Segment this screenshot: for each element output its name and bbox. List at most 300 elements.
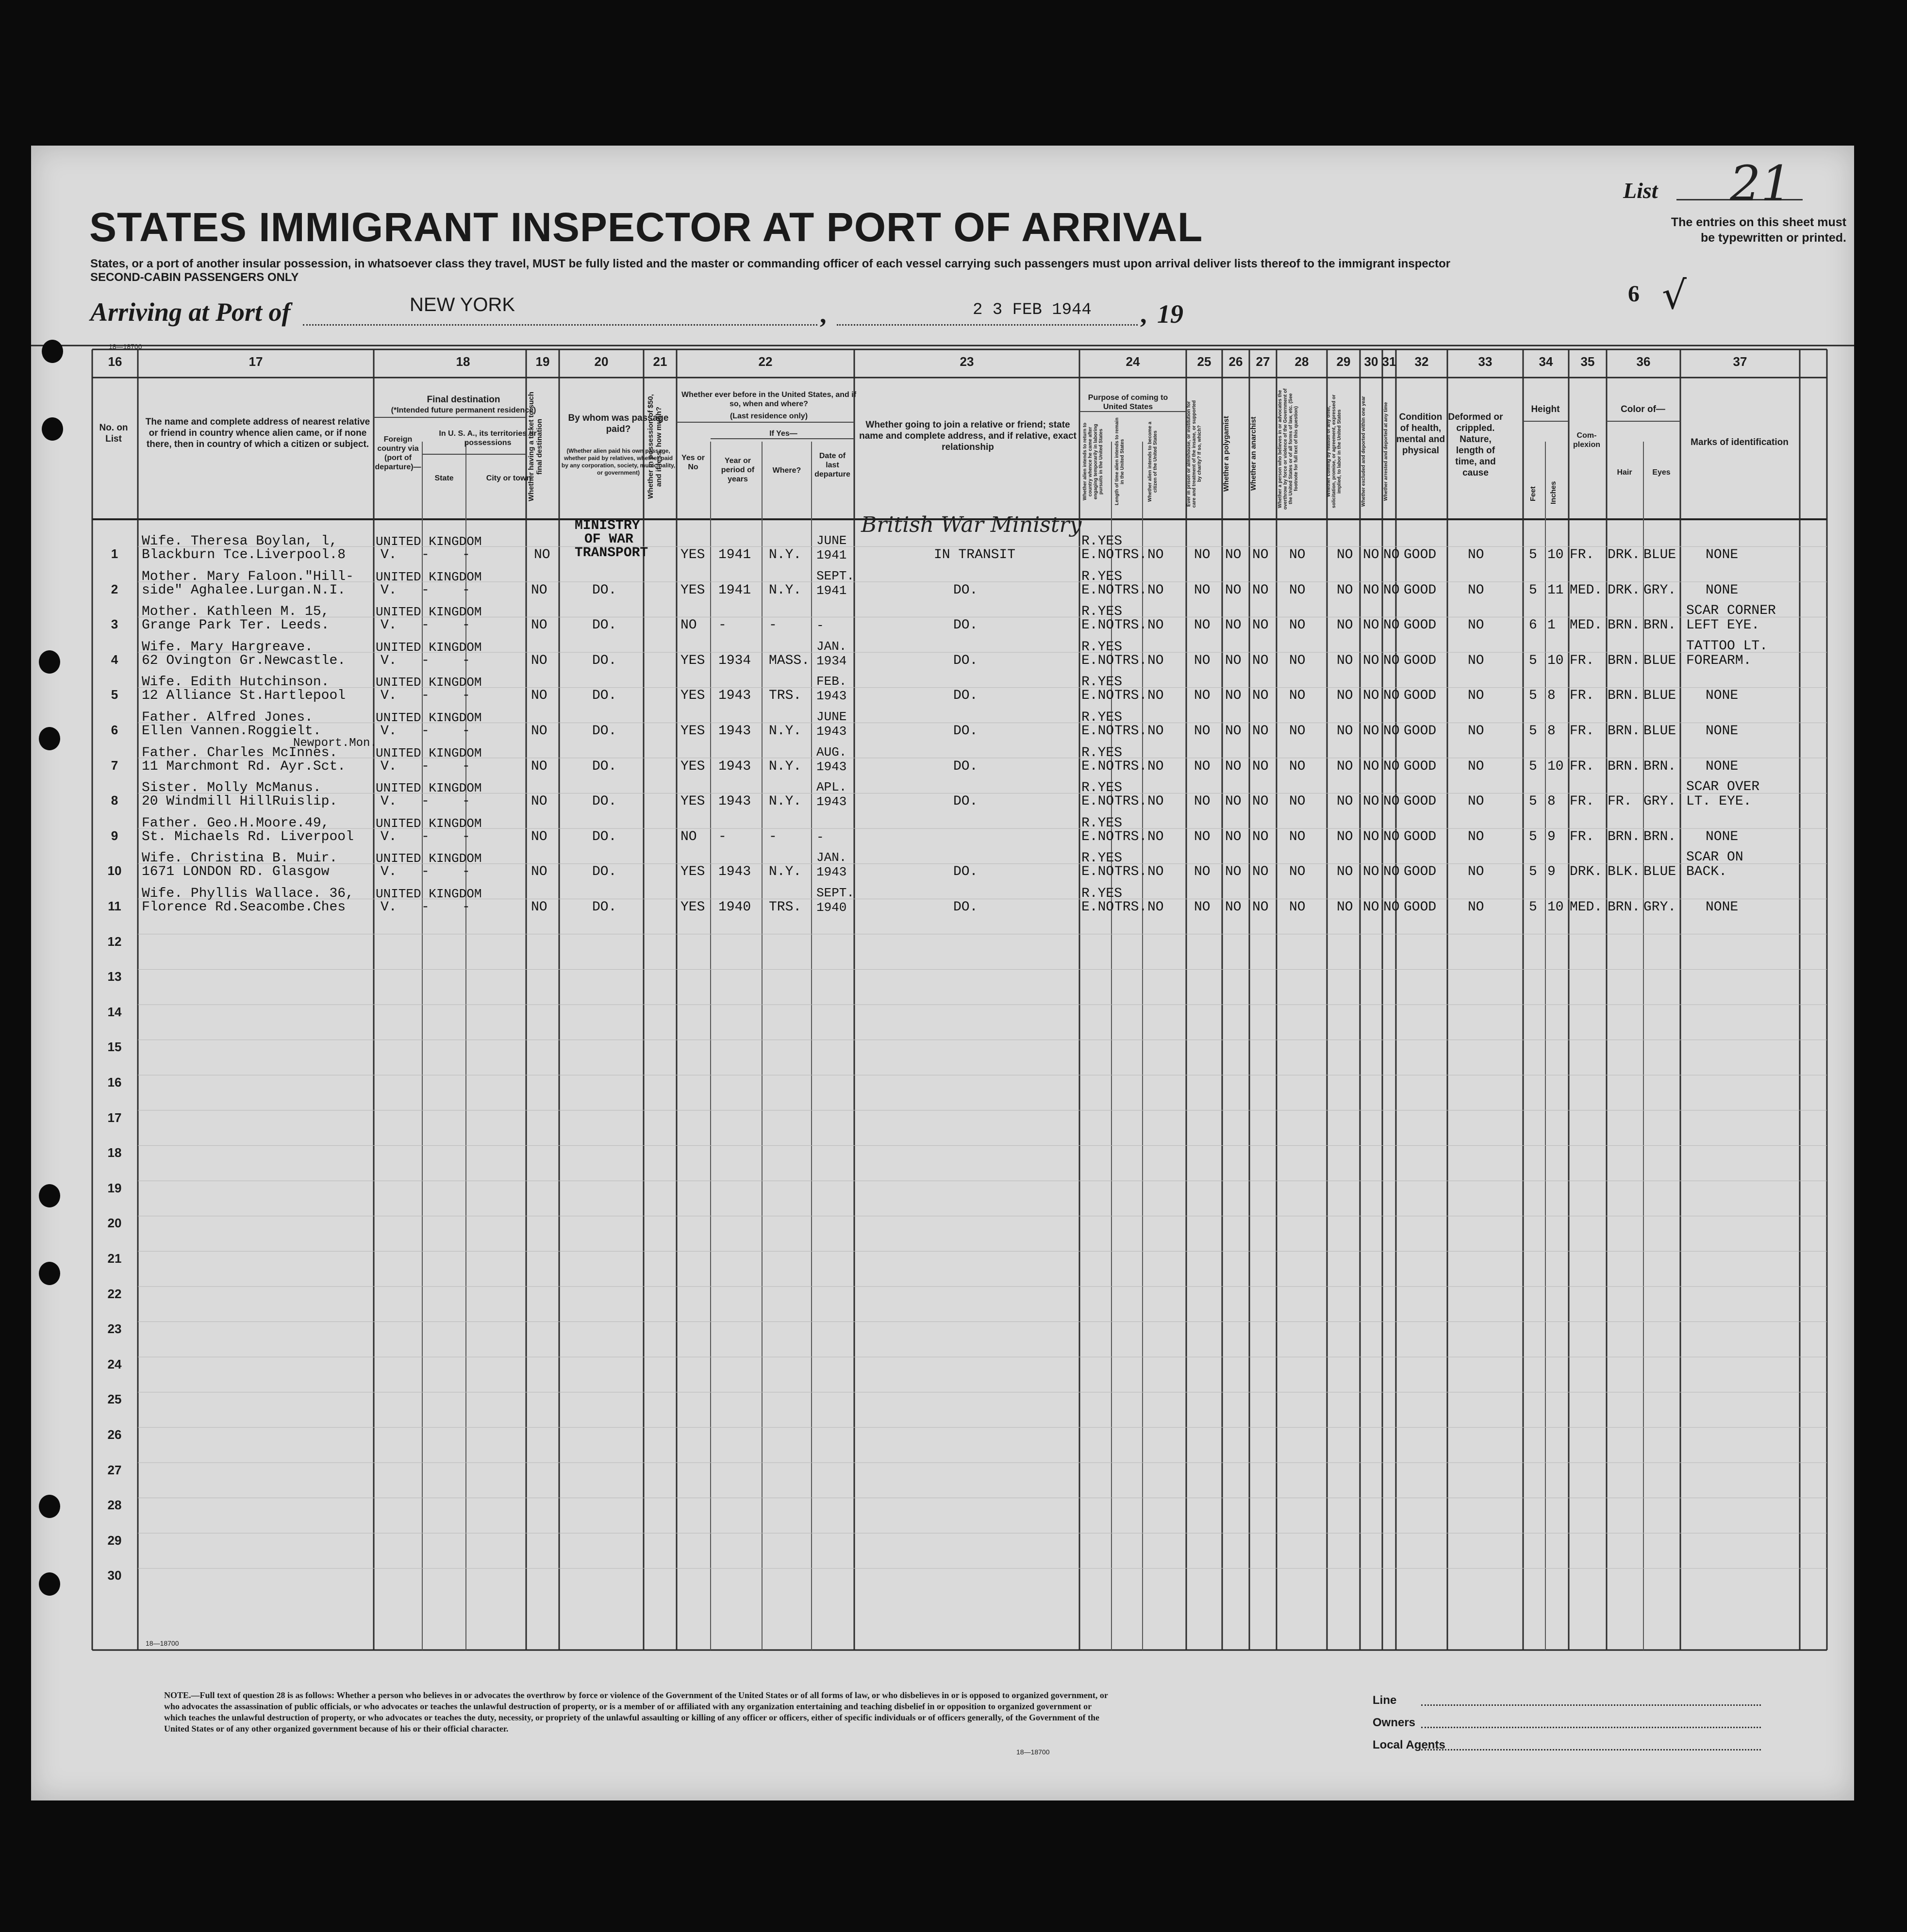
date-underline: [837, 324, 1138, 326]
ticket-value: NO: [531, 759, 547, 774]
height-inches: 10: [1547, 653, 1564, 668]
condition-health: GOOD: [1404, 794, 1437, 809]
prison-almshouse: NO: [1194, 688, 1211, 704]
question-28: NO: [1289, 582, 1306, 598]
prison-almshouse: NO: [1194, 829, 1211, 844]
destination-state-city: V. - -: [381, 724, 470, 739]
eye-color: BLUE: [1643, 864, 1676, 880]
eye-color: GRY.: [1643, 794, 1676, 809]
height-feet: 5: [1529, 829, 1537, 844]
question-30: NO: [1363, 653, 1379, 668]
deformed: NO: [1468, 618, 1484, 633]
passage-paid-by: DO.: [592, 829, 617, 844]
polygamist: NO: [1225, 582, 1242, 598]
header-passage-paid: By whom was passage paid?: [568, 413, 669, 434]
last-departure-year: 1943: [816, 689, 847, 704]
intended-stay: TRS.: [1114, 759, 1147, 774]
anarchist: NO: [1252, 900, 1269, 915]
question-30: NO: [1363, 829, 1379, 844]
deformed: NO: [1468, 900, 1484, 915]
passage-paid-by: DO.: [592, 688, 617, 704]
manifest-sheet: [31, 146, 1854, 1800]
footnote-question-28: NOTE.—Full text of question 28 is as follows: Whether a person who believes in or advocates the overthrow by force or violence of the Government of the United States or of all forms of law, or who disbelieves in or is opposed to organized government, or who advocates the assassination of public officials, or who advocates or teaches the unlawful destruction of property, or is a member of or affiliated with any organization entertaining and teaching disbelief in or opposition to organized government or which teaches the unlawful destruction of property, or who advocates or teaches the duty, necessity, or propriety of the unlawful assaulting or killing of any officer or officers, either of specific individuals or of officers generally, of the Government of the United States or of any other organized government because of his or their official character.: [164, 1690, 1108, 1734]
ticket-value: NO: [531, 688, 547, 704]
header-final-destination-note: (*Intended future permanent residence): [391, 406, 536, 414]
last-departure-year: 1934: [816, 653, 847, 668]
condition-health: GOOD: [1404, 688, 1437, 704]
header-year-period: Year or period of years: [721, 457, 755, 483]
joining-relative: DO.: [953, 618, 978, 633]
joining-relative: DO.: [953, 688, 978, 704]
hair-color: BRN.: [1608, 618, 1641, 633]
height-inches: 11: [1547, 582, 1564, 598]
header-color-of: Color of—: [1621, 404, 1665, 414]
condition-health: GOOD: [1404, 547, 1437, 562]
row-number: 2: [111, 581, 118, 596]
purpose-engage: E.NO: [1081, 794, 1114, 809]
header-where: Where?: [772, 466, 801, 475]
foreign-country: UNITED KINGDOM: [376, 887, 482, 901]
column-number: 20: [594, 354, 609, 369]
hair-color: BRN.: [1608, 653, 1641, 668]
height-feet: 5: [1529, 582, 1537, 598]
height-inches: 10: [1547, 547, 1564, 562]
deformed: NO: [1468, 724, 1484, 739]
row-number: 16: [107, 1075, 122, 1090]
column-number: 23: [960, 354, 974, 369]
column-number: 33: [1478, 354, 1492, 369]
last-departure-year: 1943: [816, 794, 847, 809]
purpose-engage: E.NO: [1081, 759, 1114, 774]
height-inches: 9: [1547, 829, 1556, 844]
passage-paid-by: DO.: [592, 794, 617, 809]
complexion: MED.: [1570, 618, 1603, 633]
header-no-on-list: No. on List: [99, 423, 128, 444]
question-31: NO: [1383, 653, 1400, 668]
eye-color: BRN.: [1643, 618, 1676, 633]
column-number: 16: [108, 354, 122, 369]
hair-color: BRN.: [1608, 724, 1641, 739]
intended-stay: TRS.: [1114, 653, 1147, 668]
relative-name: Mother. Kathleen M. 15,: [142, 604, 330, 620]
question-31: NO: [1383, 618, 1400, 633]
been-in-us: NO: [680, 618, 697, 633]
relative-address: Blackburn Tce.Liverpool.8: [142, 547, 346, 562]
where-stayed: TRS.: [769, 688, 802, 704]
condition-health: GOOD: [1404, 653, 1437, 668]
polygamist: NO: [1225, 653, 1242, 668]
foreign-country: UNITED KINGDOM: [376, 640, 482, 655]
column-number: 28: [1294, 354, 1309, 369]
hair-color: BLK.: [1608, 864, 1641, 880]
where-stayed: MASS.: [769, 653, 810, 668]
intends-citizen: NO: [1147, 688, 1164, 704]
eye-color: BRN.: [1643, 829, 1676, 844]
last-departure-year: 1943: [816, 865, 847, 880]
list-number: 21: [1730, 155, 1792, 212]
header-ticket: Whether having a ticket to such final destination: [527, 392, 544, 501]
last-departure-month: JUNE: [816, 710, 847, 724]
condition-health: GOOD: [1404, 900, 1437, 915]
prison-almshouse: NO: [1194, 582, 1211, 598]
destination-state-city: V. - -: [381, 864, 470, 880]
owners-field[interactable]: [1421, 1727, 1761, 1728]
purpose-return: R.YES: [1081, 815, 1123, 831]
joining-relative: IN TRANSIT: [934, 547, 1016, 562]
prison-almshouse: NO: [1194, 618, 1211, 633]
row-number: 28: [107, 1498, 122, 1513]
height-inches: 1: [1547, 618, 1556, 633]
row-number: 23: [107, 1321, 122, 1337]
header-question-28: Whether a person who believes in or advocates the overthrow by force or violence of the Government of the United States or of all forms of law, etc. (See footnote for full text of this question): [1277, 388, 1299, 510]
identification-mark: NONE: [1706, 582, 1739, 598]
header-feet: Feet: [1529, 486, 1537, 502]
foreign-country: UNITED KINGDOM: [376, 675, 482, 690]
comma-separator: ,: [820, 299, 827, 329]
question-30: NO: [1363, 724, 1379, 739]
identification-mark: LT. EYE.: [1686, 794, 1752, 809]
intends-citizen: NO: [1147, 759, 1164, 774]
height-inches: 9: [1547, 864, 1556, 880]
column-number: 30: [1364, 354, 1378, 369]
joining-relative: DO.: [953, 724, 978, 739]
height-inches: 10: [1547, 900, 1564, 915]
ticket-value: NO: [531, 794, 547, 809]
joining-relative: DO.: [953, 582, 978, 598]
header-city: City or town: [486, 474, 531, 482]
header-polygamist: Whether a polygamist: [1222, 416, 1230, 492]
last-departure-month: SEPT.: [816, 886, 855, 900]
question-28: NO: [1289, 688, 1306, 704]
destination-state-city: V. - -: [381, 829, 470, 844]
anarchist: NO: [1252, 547, 1269, 562]
height-feet: 5: [1529, 794, 1537, 809]
question-30: NO: [1363, 547, 1379, 562]
column-number: 24: [1126, 354, 1140, 369]
foreign-country: UNITED KINGDOM: [376, 816, 482, 831]
anarchist: NO: [1252, 724, 1269, 739]
header-inches: Inches: [1549, 481, 1558, 504]
intends-citizen: NO: [1147, 829, 1164, 844]
question-28: NO: [1289, 653, 1306, 668]
relative-address: 11 Marchmont Rd. Ayr.Sct.: [142, 759, 346, 774]
purpose-engage: E.NO: [1081, 618, 1114, 633]
punch-hole: [42, 417, 63, 441]
height-feet: 5: [1529, 900, 1537, 915]
joining-relative: DO.: [953, 794, 978, 809]
eye-color: BRN.: [1643, 759, 1676, 774]
polygamist: NO: [1225, 688, 1242, 704]
complexion: MED.: [1570, 900, 1603, 915]
purpose-engage: E.NO: [1081, 653, 1114, 668]
purpose-return: R.YES: [1081, 639, 1123, 655]
local-agents-label: Local Agents: [1373, 1738, 1445, 1751]
row-number: 19: [107, 1180, 122, 1195]
identification-mark: NONE: [1706, 688, 1739, 704]
row-number: 13: [107, 969, 122, 984]
header-ever-prison: Ever in prison or almshouse, or institution for care and treatment of the insane, or supported by charity? If so, which?: [1186, 400, 1202, 508]
last-departure-month: JAN.: [816, 639, 847, 654]
purpose-engage: E.NO: [1081, 688, 1114, 704]
identification-mark: NONE: [1706, 759, 1739, 774]
header-purpose: Purpose of coming to United States: [1088, 394, 1168, 411]
header-final-destination: Final destination: [427, 395, 500, 405]
year-of-stay: -: [718, 618, 727, 633]
column-number: 25: [1197, 354, 1211, 369]
header-eyes: Eyes: [1652, 468, 1671, 477]
local-agents-field[interactable]: [1421, 1749, 1761, 1750]
question-29: NO: [1337, 547, 1353, 562]
polygamist: NO: [1225, 547, 1242, 562]
height-inches: 8: [1547, 724, 1556, 739]
been-in-us: YES: [680, 794, 705, 809]
height-feet: 5: [1529, 864, 1537, 880]
punch-hole: [39, 1495, 60, 1518]
relative-name: Sister. Molly McManus.: [142, 780, 321, 796]
last-departure-year: 1940: [816, 900, 847, 915]
joining-relative: DO.: [953, 900, 978, 915]
passage-paid-by: MINISTRY: [575, 518, 640, 533]
condition-health: GOOD: [1404, 829, 1437, 844]
foreign-country: UNITED KINGDOM: [376, 605, 482, 620]
been-in-us: YES: [680, 864, 705, 880]
question-31: NO: [1383, 759, 1400, 774]
question-31: NO: [1383, 582, 1400, 598]
purpose-return: R.YES: [1081, 675, 1123, 690]
relative-address: 62 Ovington Gr.Newcastle.: [142, 653, 346, 668]
question-31: NO: [1383, 864, 1400, 880]
relative-name: Wife. Mary Hargreave.: [142, 639, 313, 655]
identification-mark: SCAR OVER: [1686, 779, 1760, 795]
complexion: FR.: [1570, 653, 1594, 668]
complexion: FR.: [1570, 759, 1594, 774]
purpose-return: R.YES: [1081, 569, 1123, 584]
anarchist: NO: [1252, 688, 1269, 704]
prison-almshouse: NO: [1194, 724, 1211, 739]
ticket-value: NO: [534, 547, 550, 562]
been-in-us: YES: [680, 759, 705, 774]
relative-address: 12 Alliance St.Hartlepool: [142, 688, 346, 704]
been-in-us: YES: [680, 688, 705, 704]
handwritten-note: British War Ministry: [861, 512, 1082, 537]
anarchist: NO: [1252, 829, 1269, 844]
foreign-country: UNITED KINGDOM: [376, 851, 482, 866]
port-underline: [303, 324, 817, 326]
relative-address: St. Michaels Rd. Liverpool: [142, 829, 354, 844]
entries-note-line: be typewritten or printed.: [1700, 231, 1846, 245]
deformed: NO: [1468, 829, 1484, 844]
eye-color: BLUE: [1643, 724, 1676, 739]
height-feet: 5: [1529, 688, 1537, 704]
complexion: FR.: [1570, 547, 1594, 562]
column-number: 34: [1539, 354, 1553, 369]
row-number: 20: [107, 1216, 122, 1231]
deformed: NO: [1468, 759, 1484, 774]
row-number: 14: [107, 1004, 122, 1019]
relative-address: Grange Park Ter. Leeds.: [142, 618, 330, 633]
purpose-return: R.YES: [1081, 780, 1123, 796]
prison-almshouse: NO: [1194, 547, 1211, 562]
row-number: 30: [107, 1568, 122, 1583]
where-stayed: N.Y.: [769, 759, 802, 774]
intended-stay: TRS.: [1114, 582, 1147, 598]
hair-color: BRN.: [1608, 900, 1641, 915]
where-stayed: -: [769, 618, 777, 633]
punch-hole: [39, 727, 60, 750]
passage-paid-by: DO.: [592, 864, 617, 880]
form-number: 18—18700: [146, 1639, 179, 1647]
punch-hole: [39, 1262, 60, 1285]
column-number: 26: [1228, 354, 1243, 369]
row-number: 29: [107, 1533, 122, 1548]
intends-citizen: NO: [1147, 724, 1164, 739]
column-number: 32: [1414, 354, 1429, 369]
complexion: DRK.: [1570, 864, 1603, 880]
row-number: 8: [111, 793, 118, 808]
row-number: 25: [107, 1392, 122, 1407]
purpose-engage: E.NO: [1081, 829, 1114, 844]
header-relative: The name and complete address of nearest relative or friend in country whence alien came, or if none there, then in country of which a citizen or subject.: [145, 417, 370, 449]
purpose-return: R.YES: [1081, 710, 1123, 725]
row-number: 17: [107, 1110, 122, 1125]
where-stayed: -: [769, 829, 777, 844]
question-28: NO: [1289, 759, 1306, 774]
row-number: 11: [108, 899, 121, 913]
header-yes-or-no: Yes or No: [681, 454, 705, 471]
complexion: FR.: [1570, 688, 1594, 704]
eye-color: BLUE: [1643, 653, 1676, 668]
list-label: List: [1623, 178, 1658, 203]
intended-stay: TRS.: [1114, 829, 1147, 844]
column-number: 31: [1382, 354, 1396, 369]
question-30: NO: [1363, 864, 1379, 880]
identification-mark: NONE: [1706, 547, 1739, 562]
passage-paid-by: TRANSPORT: [575, 545, 648, 561]
question-29: NO: [1337, 829, 1353, 844]
hair-color: DRK.: [1608, 547, 1641, 562]
joining-relative: DO.: [953, 759, 978, 774]
header-if-yes: If Yes—: [769, 429, 797, 438]
column-number: 35: [1580, 354, 1595, 369]
relative-name: Father. Alfred Jones.: [142, 710, 313, 725]
relative-name: Father. Geo.H.Moore.49,: [142, 815, 330, 831]
relative-name: Mother. Mary Faloon."Hill-: [142, 569, 354, 584]
question-30: NO: [1363, 688, 1379, 704]
ticket-value: NO: [531, 900, 547, 915]
header-deformed: Deformed or crippled. Nature, length of time, and cause: [1448, 412, 1503, 478]
row-number: 9: [111, 828, 118, 843]
row-number: 15: [107, 1040, 122, 1055]
form-title: STATES IMMIGRANT INSPECTOR AT PORT OF ARRIVAL: [89, 204, 1203, 250]
question-31: NO: [1383, 688, 1400, 704]
year-prefix: 19: [1157, 299, 1183, 329]
intended-stay: TRS.: [1114, 547, 1147, 562]
column-number: 29: [1336, 354, 1351, 369]
condition-health: GOOD: [1404, 724, 1437, 739]
purpose-return: R.YES: [1081, 604, 1123, 620]
relative-name: Wife. Edith Hutchinson.: [142, 675, 330, 690]
deformed: NO: [1468, 582, 1484, 598]
destination-state-city: V. - -: [381, 547, 470, 562]
destination-state-city: V. - -: [381, 653, 470, 668]
destination-state-city: V. - -: [381, 794, 470, 809]
passage-paid-by: DO.: [592, 653, 617, 668]
purpose-return: R.YES: [1081, 886, 1123, 901]
purpose-return: R.YES: [1081, 851, 1123, 866]
manifest-grid: [31, 146, 1854, 1800]
foreign-country: UNITED KINGDOM: [376, 710, 482, 725]
question-29: NO: [1337, 582, 1353, 598]
joining-relative: DO.: [953, 653, 978, 668]
anarchist: NO: [1252, 582, 1269, 598]
header-possession-50: Whether in possession of $50, and if less, how much?: [647, 394, 663, 499]
line-field[interactable]: [1421, 1704, 1761, 1706]
question-30: NO: [1363, 900, 1379, 915]
row-number: 18: [107, 1145, 122, 1160]
header-purpose-return: Whether alien intends to return to country whence he came after engaging temporarily in laboring pursuits in the United States: [1082, 423, 1104, 501]
year-of-stay: 1943: [718, 759, 751, 774]
question-29: NO: [1337, 864, 1353, 880]
last-departure-month: JAN.: [816, 850, 847, 865]
question-28: NO: [1289, 618, 1306, 633]
passage-paid-by: DO.: [592, 759, 617, 774]
passage-paid-by: DO.: [592, 618, 617, 633]
ticket-value: NO: [531, 582, 547, 598]
year-of-stay: 1941: [718, 547, 751, 562]
height-feet: 5: [1529, 759, 1537, 774]
ticket-value: NO: [531, 618, 547, 633]
joining-relative: DO.: [953, 864, 978, 880]
polygamist: NO: [1225, 724, 1242, 739]
header-in-usa: In U. S. A., its territories or possessions: [439, 429, 537, 447]
passenger-class: SECOND-CABIN PASSENGERS ONLY: [90, 271, 299, 284]
header-question-31: Whether arrested and deported at any time: [1383, 402, 1389, 501]
deformed: NO: [1468, 688, 1484, 704]
complexion: FR.: [1570, 794, 1594, 809]
year-of-stay: 1943: [718, 724, 751, 739]
intends-citizen: NO: [1147, 864, 1164, 880]
question-31: NO: [1383, 829, 1400, 844]
ticket-value: NO: [531, 864, 547, 880]
polygamist: NO: [1225, 900, 1242, 915]
check-mark-icon: √: [1662, 273, 1687, 318]
purpose-engage: E.NO: [1081, 864, 1114, 880]
relative-address: side" Aghalee.Lurgan.N.I.: [142, 582, 346, 598]
question-30: NO: [1363, 582, 1379, 598]
question-30: NO: [1363, 618, 1379, 633]
destination-state-city: V. - -: [381, 688, 470, 704]
complexion: FR.: [1570, 724, 1594, 739]
hair-color: FR.: [1608, 794, 1632, 809]
foreign-country: UNITED KINGDOM: [376, 569, 482, 584]
row-number: 1: [111, 546, 118, 561]
relative-name: Father. Charles McInnes.: [142, 745, 338, 760]
entries-note: [1584, 215, 1846, 246]
relative-address: Ellen Vannen.Roggielt.: [142, 724, 321, 739]
been-in-us: YES: [680, 724, 705, 739]
passage-paid-by: DO.: [592, 900, 617, 915]
anarchist: NO: [1252, 759, 1269, 774]
arrival-date-stamp: 2 3 FEB 1944: [973, 301, 1092, 319]
row-number: 5: [111, 687, 118, 702]
intends-citizen: NO: [1147, 900, 1164, 915]
deformed: NO: [1468, 547, 1484, 562]
question-28: NO: [1289, 547, 1306, 562]
height-inches: 8: [1547, 794, 1556, 809]
column-number: 19: [535, 354, 550, 369]
header-question-29: Whether coming by reason of any offer, solicitation, promise, or agreement, expressed or implied, to labor in the United States: [1326, 395, 1342, 508]
where-stayed: N.Y.: [769, 864, 802, 880]
